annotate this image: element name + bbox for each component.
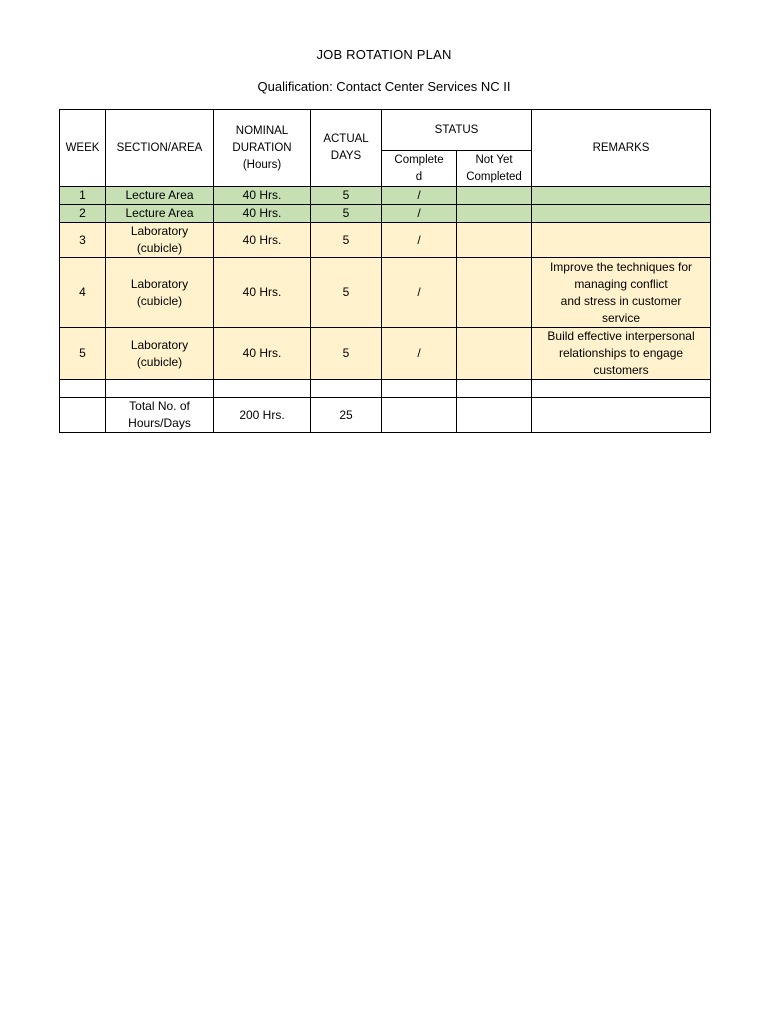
section-cell: Lecture Area — [106, 205, 214, 223]
table-row — [60, 205, 711, 223]
header-remarks: REMARKS — [532, 110, 711, 187]
week-cell: 5 — [60, 328, 106, 380]
empty-cell — [382, 380, 457, 398]
week-cell: 1 — [60, 187, 106, 205]
empty-row — [60, 380, 711, 398]
empty-cell — [60, 398, 106, 433]
header-nominal-duration: NOMINAL DURATION (Hours) — [214, 110, 311, 187]
empty-cell — [60, 380, 106, 398]
week-cell: 2 — [60, 205, 106, 223]
empty-cell — [311, 380, 382, 398]
empty-cell — [532, 398, 711, 433]
remarks-cell — [532, 205, 711, 223]
table-row — [60, 187, 711, 205]
total-row — [60, 398, 711, 433]
section-cell: Laboratory (cubicle) — [106, 223, 214, 258]
completed-cell: / — [382, 223, 457, 258]
header-actual-days: ACTUAL DAYS — [311, 110, 382, 187]
days-cell: 5 — [311, 223, 382, 258]
section-cell: Lecture Area — [106, 187, 214, 205]
total-days: 25 — [311, 398, 382, 433]
table-row — [60, 258, 711, 328]
week-cell: 4 — [60, 258, 106, 328]
days-cell: 5 — [311, 187, 382, 205]
not-completed-cell — [457, 187, 532, 205]
empty-cell — [457, 398, 532, 433]
header-completed: Complete d — [382, 151, 457, 187]
days-cell: 5 — [311, 258, 382, 328]
empty-cell — [457, 380, 532, 398]
not-completed-cell — [457, 205, 532, 223]
job-rotation-table — [59, 109, 711, 433]
header-status: STATUS — [382, 110, 532, 151]
not-completed-cell — [457, 258, 532, 328]
duration-cell: 40 Hrs. — [214, 328, 311, 380]
empty-cell — [532, 380, 711, 398]
remarks-cell — [532, 223, 711, 258]
days-cell: 5 — [311, 205, 382, 223]
total-label: Total No. of Hours/Days — [106, 398, 214, 433]
header-not-yet-completed: Not Yet Completed — [457, 151, 532, 187]
empty-cell — [214, 380, 311, 398]
week-cell: 3 — [60, 223, 106, 258]
remarks-cell — [532, 187, 711, 205]
duration-cell: 40 Hrs. — [214, 205, 311, 223]
days-cell: 5 — [311, 328, 382, 380]
section-cell: Laboratory (cubicle) — [106, 258, 214, 328]
completed-cell: / — [382, 187, 457, 205]
duration-cell: 40 Hrs. — [214, 187, 311, 205]
remarks-cell: Build effective interpersonal relationships to engage customers — [532, 328, 711, 380]
total-duration: 200 Hrs. — [214, 398, 311, 433]
remarks-cell: Improve the techniques for managing conflict and stress in customer service — [532, 258, 711, 328]
section-cell: Laboratory (cubicle) — [106, 328, 214, 380]
qualification-line: Qualification: Contact Center Services NC II — [257, 79, 511, 94]
completed-cell: / — [382, 205, 457, 223]
table-row — [60, 223, 711, 258]
completed-cell: / — [382, 328, 457, 380]
completed-cell: / — [382, 258, 457, 328]
duration-cell: 40 Hrs. — [214, 258, 311, 328]
empty-cell — [106, 380, 214, 398]
header-week: WEEK — [60, 110, 106, 187]
empty-cell — [382, 398, 457, 433]
not-completed-cell — [457, 328, 532, 380]
table-row — [60, 328, 711, 380]
duration-cell: 40 Hrs. — [214, 223, 311, 258]
document-title: JOB ROTATION PLAN — [316, 47, 452, 62]
not-completed-cell — [457, 223, 532, 258]
header-section-area: SECTION/AREA — [106, 110, 214, 187]
